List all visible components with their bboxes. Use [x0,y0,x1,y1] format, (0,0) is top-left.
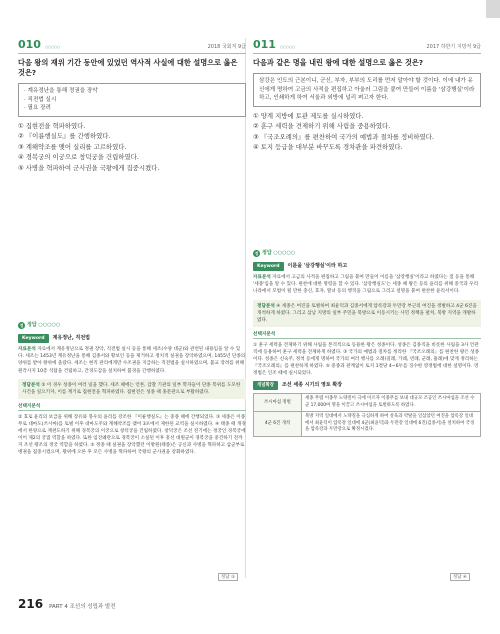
difficulty-tag: ○○○○○ [44,45,61,49]
page-corner-tab [486,0,500,18]
keyword-label: Keyword [18,334,49,343]
table-row-detail: 세종 무렵 이종무 노략질이 극에 이르자 이종무를 보내 대규모 조공인 쓰시마섬을 조선 수군 17,000여 명을 이끌고 쓰시마섬을 토벌하도록 하였다. [302,394,481,412]
table-row-header: 쓰시마섬 정벌 [254,394,302,412]
keyword-label: Keyword [253,262,284,271]
question-text: 다음 왕의 재위 기간 동안에 있었던 역사적 사실에 대한 설명으로 옳은 것은? [18,58,238,77]
answer-analysis [18,379,246,399]
hint-box [18,83,246,117]
analysis-label: 자료분석 [253,275,271,281]
option-2: ② 『이륜행실도』를 간행하였다. [18,132,111,141]
keyword-row [18,334,246,343]
difficulty-tag: ○○○○○ [279,45,296,49]
part-title: PART 4 조선의 성립과 발전 [49,604,116,610]
concept-expansion-title [253,381,481,390]
analysis-text: 자료에서 고금의 사적을 편집하고 그림을 붙여 만들어 이름을 '삼강행실'이라고 하였다는 점 등을 통해 '세종'임을 알 수 있다. 편찬에 대한 명령을 할 수 있다. '삼강행실도'는 세종 때 왕은 등의 윤리를 위해 중국과 우리나라에서 모범이 될 만한 충신, 효자, 열녀 등의 행적을 그림으로 그리고 설명을 붙여 편찬한 윤리서이다. [253,275,479,295]
hint-line: · 직전법 실시 [24,96,57,103]
solution-badge-text: 정답 ○○○○○ [262,250,296,256]
solution-011 [253,250,481,437]
option-1: ① 집현전을 혁파하였다. [18,121,86,130]
question-header [18,38,246,54]
option-1: ① 양계 지방에 토관 제도를 실시하였다. [253,111,364,120]
question-source: 2018 국회직 9급 [207,44,246,50]
analysis-text: 자료에서 계유정난으로 정권 장악, 직전법 실시 등을 통해 세조(수양 대군)와 관련된 내용임을 알 수 있다. 세조는 1453년 계유정난을 통해 김종서와 황보인 등을 제거하고 정치적 실권을 장악하였으며, 1455년 단종의 양위를 받아 왕위에 올랐다. 세조는 현직 관리에게만 수조권을 지급하는 직전법을 실시하였으며, 불교 장려를 위해 원각사지 10층 석탑을 건립하고, 간경도감을 설치하여 불경을 간행하였다. [18,347,246,374]
analysis-paragraph [18,346,246,374]
analysis-paragraph [253,274,481,295]
concept-expansion-label: 개념확장 [253,381,278,390]
question-010 [18,38,246,173]
option-4: ④ 토지 등급을 대부분 바꾸도록 경차관을 파견하였다. [253,143,403,152]
answer-options [18,121,246,174]
answer-analysis-text: ③ 이 경우 성종이 여러 일을 했다. 세조 때에는 언론, 감찰 기관의 일부 학자들이 단종 복위를 도모한 사건을 일으키자, 이를 계기로 집현전을 혁파하였다. 집현전은 성종 때 홍문관으로 부활하였다. [22,382,241,395]
answer-options [253,111,481,153]
solution-badge [253,250,295,257]
option-3: ③ 『국조오례의』를 편찬하여 국가의 예법과 절차를 정비하였다. [253,132,434,141]
question-header [253,38,481,54]
choices-analysis-heading: 선택지분석 [253,331,481,339]
question-source: 2017 하반기 지방직 9급 [426,44,481,50]
option-5: ⑤ 사병을 혁파하여 군사권을 국왕에게 집중시켰다. [18,163,160,172]
concept-expansion-text: 조선 세종 시기의 영토 확장 [281,382,343,389]
page-answer-010: 정답 ③ [218,573,238,581]
hint-line: · 계유정난을 통해 정권을 장악 [24,88,98,94]
choices-analysis-text: ① 훈구 세력을 견제하기 위해 사림을 본격적으로 등용한 왕은 성종이다. 성종은 김종직을 비롯한 사림을 3사 언관직에 등용하여 훈구 세력을 견제하게 하였다. ③ 국가의 예법과 절차를 정리한 『국조오례의』를 편찬한 왕은 성종이다. 성종은 신숙주, 정척 등에게 명하여 국가의 여러 행사를 오례(길례, 가례, 빈례, 군례, 흉례)에 맞게 정리하는 『국조오례의』를 편찬하게 하였다. ⑤ 중종과 관계없이 토지 1결당 4~6두를 징수한 영정법에 대한 설명이다. 영정법은 인조 때에 실시되었다. [253,342,480,377]
answer-analysis [253,300,481,327]
keyword-text: 계유정난, 직전법 [52,335,90,342]
table-row-detail: 북방 지역 일대에서 노략질을 극심하게 하여 살육과 약탈을 일삼았던 여진을 압록강 일대에서 최윤덕이 압록강 일대에 4군(최윤덕)과 두만강 일대에 6진(김종서)을 설치하여 국경을 압록강과 두만강으로 확정시켰다. [302,412,481,437]
choices-analysis-text: ② 효로 윤리의 보급을 위해 장유와 붕우의 윤리를 강조한 『이륜행실도』는 중종 때에 간행되었다. ③ 세종은 이종무로 대마도(쓰시마)를 토벌 이후 대마도주와 계해약조를 맺어 3포에서 제한된 교역을 실시하였다. ④ 태종 때 개경에서 한양으로 재천도하기 위해 경복궁의 이궁으로 창덕궁을 건립하였다. 창덕궁은 조선 전기에는 정궁인 경복궁에 이어 제2의 궁궐 역할을 하였다. 또한 임진왜란으로 경복궁이 소실된 이후 흥선 대원군이 경복궁을 중건하기 전까지 조선 왕조의 정궁 역할을 하였다. ⑤ 정종 때 실권을 장악했던 이방원(태종)은 공신과 사병을 혁파하고 삼군부로 병권을 집중시켰으며, 왕위에 오른 후 모든 사병을 혁파하여 국왕의 군사권을 강화하였다. [18,414,246,456]
solution-010 [18,322,246,456]
keyword-text: 이륜을 '삼강행실'이라 하고 [287,263,348,270]
solution-badge [18,322,60,329]
option-3: ③ 계해약조를 맺어 실리를 고르하였다. [18,142,127,151]
hint-line: · 필요 장려 [24,105,51,111]
table-row [254,394,481,412]
choices-analysis-heading: 선택지분석 [18,403,246,411]
answer-analysis-text: ④ 세종은 여진을 토벌하여 최윤덕과 김종서에게 압록강과 두만강 부근의 여진을 정벌하고 4군 6진을 개척하게 하였다. 그리고 삼남 지방의 일부 주민을 북방으로 이동시키는 사민 정책을 펼쳐, 북방 지역을 개발하였다. [257,303,477,323]
check-icon: 정 [254,251,259,257]
solution-badge-text: 정답 ○○○○○ [27,322,61,328]
table-row [254,412,481,437]
answer-analysis-label: 정답분석 [22,382,40,388]
question-number: 010 [18,38,41,51]
question-text: 다음과 같은 명을 내린 왕에 대한 설명으로 옳은 것은? [253,58,423,67]
question-011 [253,38,481,153]
territory-table [253,393,481,437]
check-icon: 정 [19,323,24,329]
analysis-label: 자료분석 [18,347,36,353]
keyword-row [253,262,481,271]
page-footer [18,597,116,611]
answer-analysis-label: 정답분석 [257,303,275,309]
table-row-header: 4군 6진 개척 [254,412,302,437]
option-4: ④ 경복궁의 이궁으로 창덕궁을 건립하였다. [18,153,139,162]
page-answer-011: 정답 ④ [450,573,470,581]
option-2: ② 훈구 세력을 견제하기 위해 사림을 중용하였다. [253,122,391,131]
source-passage-box: 삼강은 인도의 근본이니, 군신, 부자, 부부의 도리를 먼저 알아야 할 것이다. 이에 내가 유신에게 명하여 고금의 사적을 편집하고 아울러 그림을 붙여 만들어 이름을 '삼강행실'이라 하고, 인쇄하게 하여 서울과 외방에 널리 펴고자 한다. [253,73,481,107]
question-number: 011 [253,38,276,51]
page-number: 216 [18,597,44,611]
